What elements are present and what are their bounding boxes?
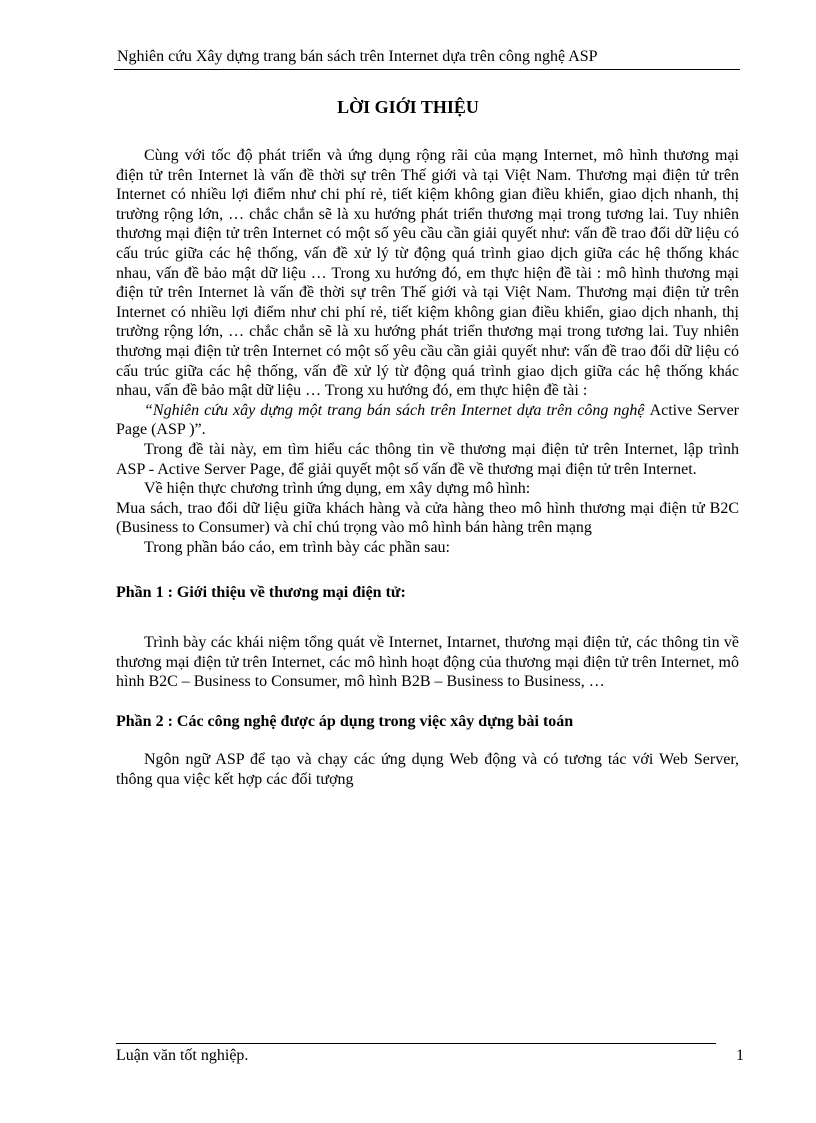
footer-rule — [116, 1043, 716, 1044]
paragraph-scope: Trong đề tài này, em tìm hiểu các thông tin về thương mại điện tử trên Internet, lập trình ASP - Active Server Page, để giải quyết một số vấn đề về thương mại điện tử trên Internet. — [116, 440, 739, 478]
section-heading-part-1: Phần 1 : Giới thiệu về thương mại điện tử: — [116, 584, 406, 602]
paragraph-part-1: Trình bày các khái niệm tổng quát về Internet, Intarnet, thương mại điện tử, các thông tin về thương mại điện tử trên Internet, các mô hình hoạt động của thương mại điện tử trên Internet, mô hình B2C – Business to Consumer, mô hình B2B – Business to Business, … — [116, 634, 739, 691]
page-header: Nghiên cứu Xây dựng trang bán sách trên Internet dựa trên công nghệ ASP — [117, 48, 598, 65]
section-heading-part-2: Phần 2 : Các công nghệ được áp dụng trong việc xây dựng bài toán — [116, 712, 574, 730]
header-rule — [114, 69, 740, 70]
topic-title-normal: Active Server Page (ASP )”. — [116, 401, 740, 439]
paragraph-model: Mua sách, trao đổi dữ liệu giữa khách hàng và cửa hàng theo mô hình thương mại điện tử B2C (Business to Consumer) và chỉ chú trọng vào mô hình bán hàng trên mạng — [116, 499, 739, 537]
page-footer: Luận văn tốt nghiệp. — [116, 1047, 249, 1064]
paragraph-intro: Cùng với tốc độ phát triển và ứng dụng rộng rãi của mạng Internet, mô hình thương mại điện tử trên Internet là vấn đề thời sự trên Thế giới và tại Việt Nam. Thương mại điện tử trên Internet có nhiều lợi điểm như chi phí rẻ, tiết kiệm không gian điều khiển, giao dịch nhanh, thị trường rộng lớn, … chắc chắn sẽ là xu hướng phát triển thương mại trong tương lai. Tuy nhiên thương mại điện tử trên Internet có một số yêu cầu cần giải quyết như: vấn đề trao đổi dữ liệu có cấu trúc giữa các hệ thống, vấn đề xử lý từ động quá trình giao dịch giữa các hệ thống khác nhau, vấn đề bảo mật dữ liệu … Trong xu hướng đó, em thực hiện đề tài : mô hình thương mại điện tử trên Internet là vấn đề thời sự trên Thế giới và tại Việt Nam. Thương mại điện tử trên Internet có nhiều lợi điểm như chi phí rẻ, tiết kiệm không gian điều khiển, giao dịch nhanh, thị trường rộng lớn, … chắc chắn sẽ là xu hướng phát triển thương mại trong tương lai. Tuy nhiên thương mại điện tử trên Internet có một số yêu cầu cần giải quyết như: vấn đề trao đổi dữ liệu có cấu trúc giữa các hệ thống, vấn đề xử lý từ động quá trình giao dịch giữa các hệ thống khác nhau, vấn đề bảo mật dữ liệu … Trong xu hướng đó, em thực hiện đề tài : — [116, 147, 739, 400]
page-title: LỜI GIỚI THIỆU — [337, 97, 479, 117]
body-text — [116, 146, 739, 790]
page-number: 1 — [736, 1047, 744, 1064]
topic-title-italic: “Nghiên cứu xây dựng một trang bán sách trên Internet dựa trên công nghệ — [144, 401, 650, 419]
paragraph-topic — [116, 401, 739, 440]
paragraph-part-2: Ngôn ngữ ASP để tạo và chạy các ứng dụng Web động và có tương tác với Web Server, thông qua việc kết hợp các đối tượng — [116, 751, 739, 789]
paragraph-outline: Trong phần báo cáo, em trình bày các phần sau: — [144, 538, 450, 556]
paragraph-implementation: Về hiện thực chương trình ứng dụng, em xây dựng mô hình: — [144, 480, 531, 498]
